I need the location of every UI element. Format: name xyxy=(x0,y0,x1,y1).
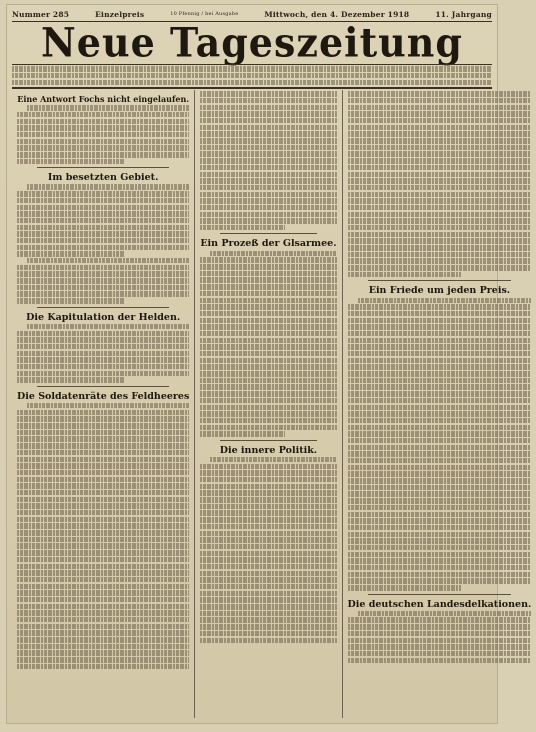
article-body xyxy=(200,251,336,437)
article-body xyxy=(17,324,189,383)
issue-number: Nummer 285 xyxy=(12,10,70,19)
price-detail: 10 Pfennig / bei Ausgabe xyxy=(170,11,239,17)
column-right xyxy=(342,90,536,718)
article-body xyxy=(200,91,336,230)
article-body xyxy=(200,457,336,643)
headline-landesdelkationen: Die deutschen Landesdelkationen. xyxy=(347,598,532,610)
headline-innere-politik: Die innere Politik. xyxy=(219,444,318,456)
headline-friede: Ein Friede um jeden Preis. xyxy=(368,285,511,297)
volume-label: 11. Jahrgang xyxy=(435,10,492,19)
article-body xyxy=(348,298,532,591)
article-body xyxy=(17,105,189,164)
article-body xyxy=(348,611,532,663)
article-columns xyxy=(12,90,532,718)
newspaper-page xyxy=(6,4,532,724)
headline-glsarmee: Ein Prozeß der Glsarmee. xyxy=(200,238,337,250)
column-left xyxy=(12,90,194,718)
publisher-info-block xyxy=(12,64,492,89)
issue-date: Mittwoch, den 4. Dezember 1918 xyxy=(264,10,410,19)
headline-kapitulation: Die Kapitulation der Helden. xyxy=(26,311,181,323)
headline-foch: Eine Antwort Fochs nicht eingelaufen. xyxy=(17,94,190,104)
price-label: Einzelpreis xyxy=(95,10,145,19)
article-body xyxy=(17,184,189,303)
masthead-title xyxy=(6,18,498,66)
headline-soldatenraete: Die Soldatenräte des Feldheeres xyxy=(17,390,190,402)
article-body xyxy=(17,403,189,669)
newspaper-title: Neue Tageszeitung xyxy=(41,18,463,66)
article-body xyxy=(348,91,532,277)
headline-besetztes-gebiet: Im besetzten Gebiet. xyxy=(47,172,159,184)
column-middle xyxy=(194,90,341,718)
